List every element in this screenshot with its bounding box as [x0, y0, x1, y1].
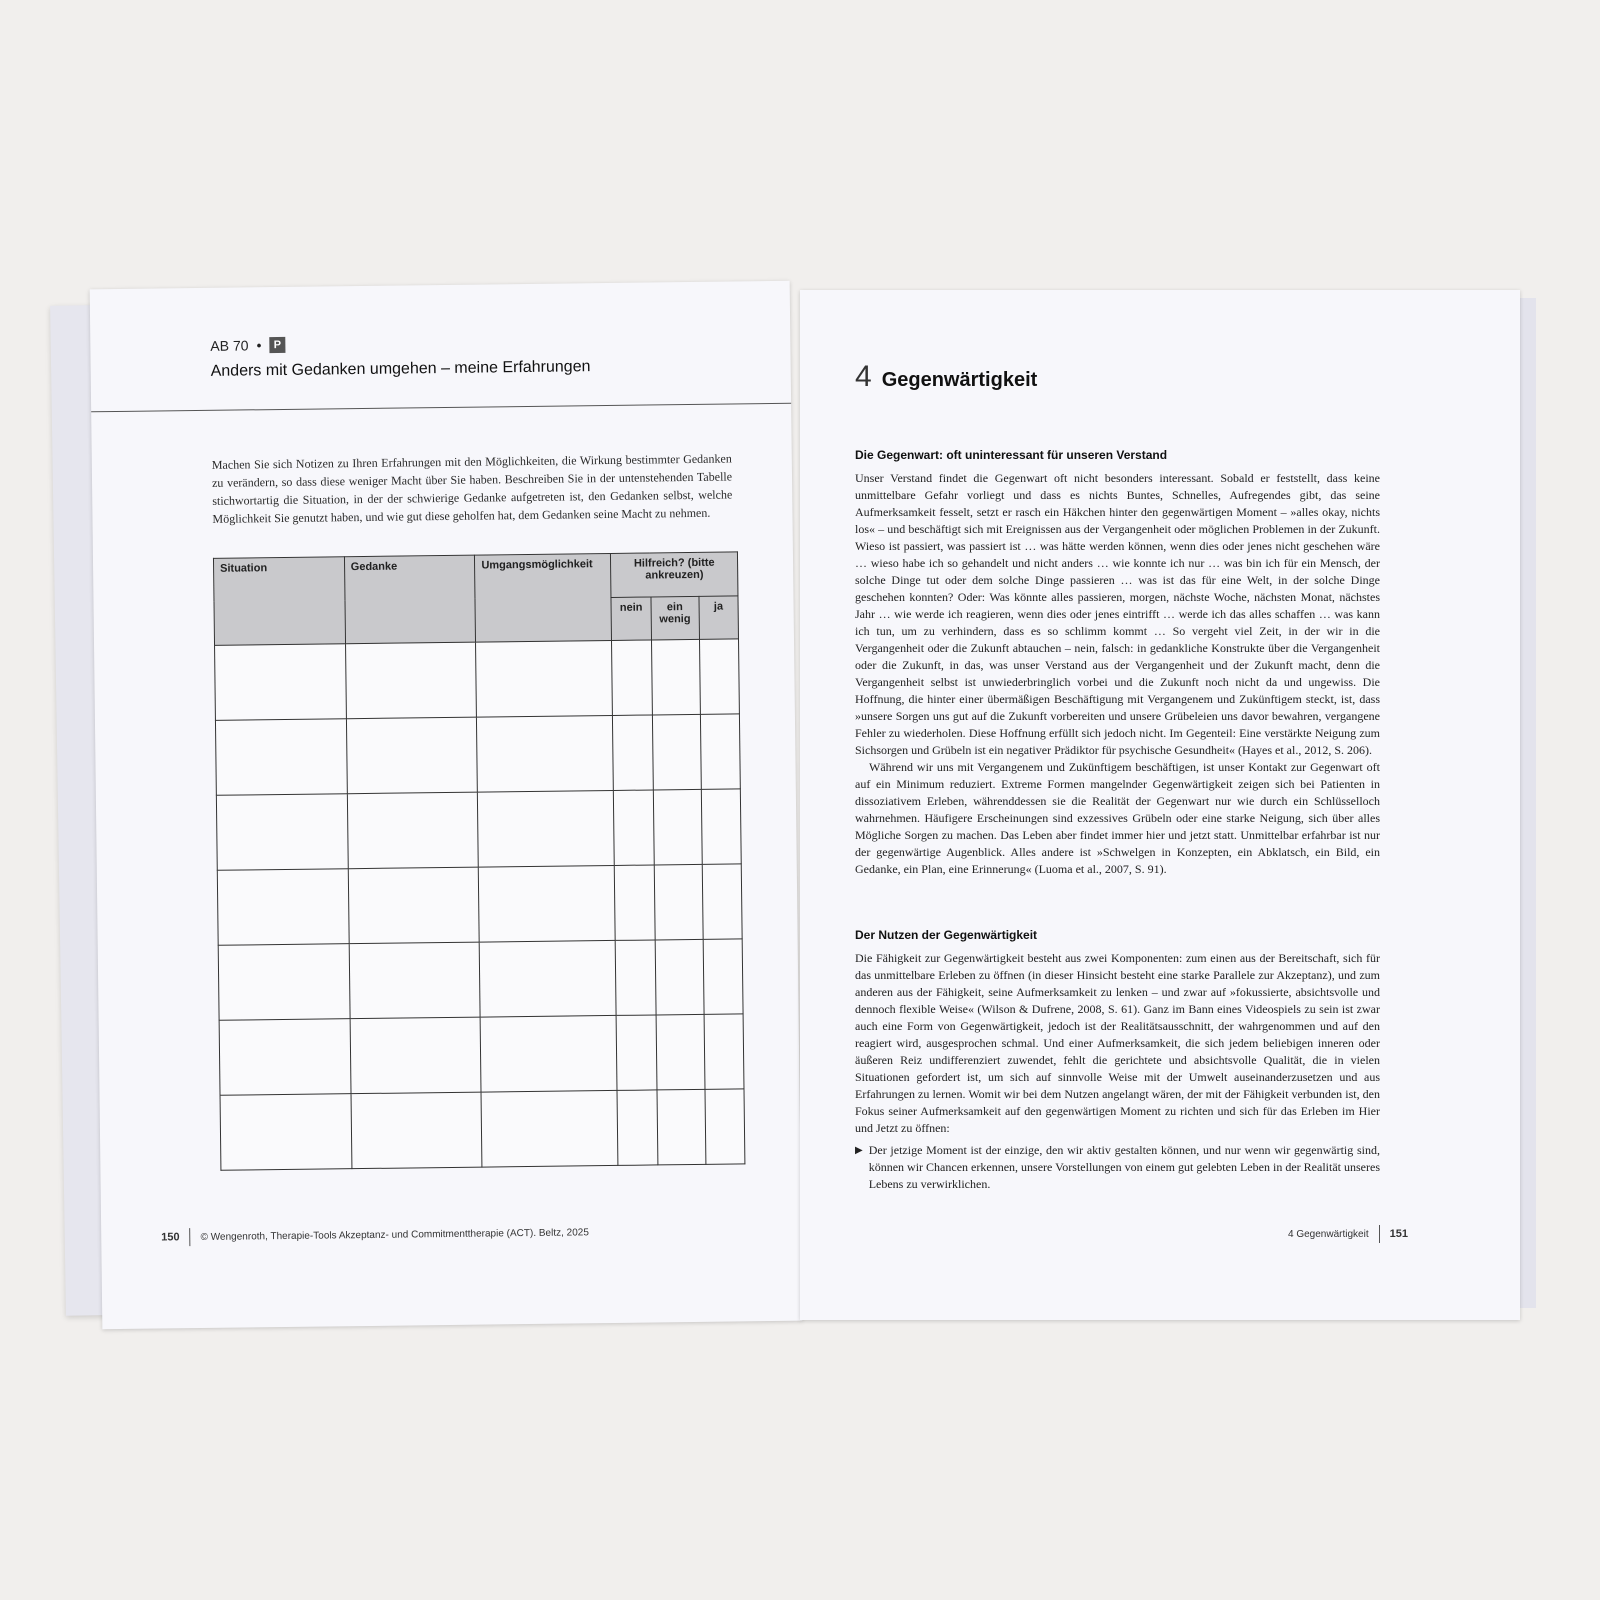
table-row: [218, 939, 743, 1020]
worksheet-instructions: Machen Sie sich Notizen zu Ihren Erfahrungen mit den Möglichkeiten, die Wirkung bestimmter Gedanken zu verändern, so dass diese weniger Macht über Sie haben. Beschreiben Sie in der untenstehenden Tabelle stichwortartig die Situation, in der der schwierige Gedanke aufgetreten ist, den Gedanken selbst, welche Möglichkeit Sie genutzt haben, und wie gut diese geholfen hat, dem Gedanken seine Macht zu nehmen.: [211, 451, 733, 526]
ein-wenig-checkbox-cell[interactable]: [655, 939, 704, 1015]
gedanke-cell[interactable]: [349, 942, 481, 1019]
ein-wenig-checkbox-cell[interactable]: [657, 1089, 706, 1165]
nein-checkbox-cell[interactable]: [614, 790, 654, 865]
table-row: [216, 789, 741, 870]
situation-cell[interactable]: [220, 1094, 352, 1171]
left-page: [90, 281, 803, 1329]
table-row: [217, 864, 742, 945]
col-hilfreich: Hilfreich? (bitte ankreuzen): [611, 552, 738, 597]
ja-checkbox-cell[interactable]: [701, 789, 741, 864]
ja-checkbox-cell[interactable]: [705, 1089, 745, 1164]
ein-wenig-checkbox-cell[interactable]: [651, 639, 700, 715]
ja-checkbox-cell[interactable]: [700, 714, 740, 789]
paragraph: Während wir uns mit Vergangenem und Zukünftigem beschäftigen, ist unser Kontakt zur Gegenwart oft auf ein Minimum reduziert. Extreme Formen mangelnder Gegenwärtigkeit zeigen sich bei Patienten in dissoziativem Erleben, währenddessen sie die Realität der Gegenwart nur wie durch ein Schlüsselloch wahrnehmen. Häufigere Erscheinungen sind exzessives Grübeln oder eine starke Neigung, sich über alles Mögliche Sorgen zu machen. Das Leben aber findet immer hier und jetzt statt. Unmittelbar erfahrbar ist nur der gegenwärtige Augenblick. Alles andere ist »Schwelgen in Konzepten, ein Abklatsch, ein Bild, ein Gedanke, ein Plan, eine Erinnerung« (Luoma et al., 2007, S. 91).: [855, 760, 1380, 876]
page-number-right: 151: [1389, 1228, 1408, 1240]
table-row: [215, 639, 740, 720]
gedanke-cell[interactable]: [348, 867, 480, 944]
section-heading: Der Nutzen der Gegenwärtigkeit: [855, 928, 1038, 942]
running-chapter: 4 Gegenwärtigkeit: [1288, 1228, 1369, 1240]
gedanke-cell[interactable]: [347, 792, 479, 869]
gedanke-cell[interactable]: [345, 642, 477, 719]
section-body: [855, 950, 1380, 1137]
col-gedanke: Gedanke: [344, 555, 476, 644]
umgang-cell[interactable]: [476, 640, 613, 717]
nein-checkbox-cell[interactable]: [617, 1090, 657, 1165]
situation-cell[interactable]: [218, 944, 350, 1021]
ja-checkbox-cell[interactable]: [704, 1014, 744, 1089]
umgang-cell[interactable]: [478, 790, 615, 867]
left-footer: [161, 1223, 589, 1246]
nein-checkbox-cell[interactable]: [613, 715, 653, 790]
experience-table: [213, 551, 745, 1170]
copyright-line: © Wengenroth, Therapie-Tools Akzeptanz- und Commitmenttherapie (ACT). Beltz, 2025: [200, 1226, 589, 1243]
table-row: [220, 1089, 745, 1170]
section-body: [855, 470, 1380, 878]
chapter-number: 4: [855, 360, 872, 393]
umgang-cell[interactable]: [480, 1015, 617, 1092]
situation-cell[interactable]: [216, 794, 348, 871]
situation-cell[interactable]: [219, 1019, 351, 1096]
chapter-heading: [855, 360, 1037, 394]
sub-nein: nein: [611, 596, 651, 640]
paragraph: Die Fähigkeit zur Gegenwärtigkeit besteht aus zwei Komponenten: zum einen aus der Bereitschaft, sich für das unmittelbare Erleben zu öffnen (in dieser Hinsicht besteht eine starke Parallele zur Akzeptanz), und zum anderen aus der Fähigkeit, seine Aufmerksamkeit zu lenken – und zwar auf »fokussierte, absichtsvolle und dennoch flexible Weise« (Wilson & Dufrene, 2008, S. 61). Ganz im Bann eines Videospiels zu sein ist zwar auch eine Form von Gegenwärtigkeit, jedoch ist der Realitätsausschnitt, der wahrgenommen und auf den reagiert wird, ausgesprochen schmal. Und einer Aufmerksamkeit, die sich jedem beliebigen inneren oder äußeren Reiz undifferenziert zuwendet, fehlt die gerichtete und absichtsvolle Qualität, die in vielen Situationen gefordert ist, um sich auf sinnvolle Weise mit der Umwelt auseinanderzusetzen und aus Erfahrungen zu lernen. Womit wir bei dem Nutzen angelangt wären, der mit der Fähigkeit verbunden ist, den Fokus seiner Aufmerksamkeit auf den gegenwärtigen Moment zu richten und sich für das Erleben im Hier und Jetzt zu öffnen:: [855, 951, 1380, 1135]
gedanke-cell[interactable]: [351, 1092, 483, 1169]
worksheet-title: Anders mit Gedanken umgehen – meine Erfahrungen: [210, 358, 591, 380]
situation-cell[interactable]: [217, 869, 349, 946]
right-page: [800, 290, 1520, 1320]
bullet-text: Der jetzige Moment ist der einzige, den wir aktiv gestalten können, und nur wenn wir gegenwärtig sind, können wir Chancen erkennen, unsere Vorstellungen von einem gut gelebten Leben in der Realität unseres Lebens zu verwirklichen.: [868, 1143, 1380, 1191]
paragraph: Unser Verstand findet die Gegenwart oft nicht besonders interessant. Sobald er feststellt, dass keine unmittelbare Gefahr vorliegt und dass es nichts Buntes, Schnelles, Aufregendes gibt, das seine Aufmerksamkeit fesselt, setzt er rasch ein Häkchen hinter den gegenwärtigen Moment – »alles okay, nichts los« – und beschäftigt sich mit Ereignissen aus der Vergangenheit oder möglichen Problemen in der Zukunft. Wieso ist passiert, was passiert ist … was hätte werden können, wenn dies oder jenes nicht geschehen wäre … wieso habe ich so gehandelt und nicht anders … wie konnte ich nur … was bin ich für ein Mensch, der solche Dinge tut oder dem solche Dinge passieren … was ist das für eine Welt, in der solche Dinge geschehen konnten? Oder: Was könnte alles passieren, morgen, nächste Woche, nächsten Monat, nächstes Jahr … wie werde ich reagieren, wenn dies oder jenes eintrifft … werde ich das alles schaffen … was kann ich tun, um zu verhindern, dass es so schlimm kommt … So vergeht viel Zeit, in der wir in die Vergangenheit oder die Zukunft abtauchen – nein, falsch: in gedankliche Konstrukte über die Vergangenheit oder die Zukunft, in das, was unser Verstand aus der Vergangenheit und der Zukunft macht, denn die Vergangenheit selbst ist unwiederbringlich vorbei und die Zukunft noch nicht da und ungewiss. Die Hoffnung, die hinter einer übermäßigen Beschäftigung mit Vergangenem und Zukünftigem steckt, ist, dass »unsere Sorgen uns gut auf die Zukunft vorbereiten und unsere Grübeleien uns davor bewahren, vergangene Fehler zu wiederholen. Diese Hoffnung erfüllt sich jedoch nicht. Im Gegenteil: Eine verstärkte Neigung zum Sichsorgen und Grübeln ist ein negativer Prädiktor für psychische Gesundheit« (Hayes et al., 2012, S. 206).: [855, 471, 1380, 757]
nein-checkbox-cell[interactable]: [616, 940, 656, 1015]
gedanke-cell[interactable]: [350, 1017, 482, 1094]
ja-checkbox-cell[interactable]: [699, 639, 739, 714]
ein-wenig-checkbox-cell[interactable]: [653, 789, 702, 865]
umgang-cell[interactable]: [477, 715, 614, 792]
table-row: [215, 714, 740, 795]
situation-cell[interactable]: [215, 644, 347, 721]
separator-dot: •: [256, 337, 262, 354]
nein-checkbox-cell[interactable]: [617, 1015, 657, 1090]
sub-ein-wenig: ein wenig: [651, 596, 700, 640]
ja-checkbox-cell[interactable]: [702, 864, 742, 939]
ja-checkbox-cell[interactable]: [703, 939, 743, 1014]
gedanke-cell[interactable]: [346, 717, 478, 794]
table-row: [219, 1014, 744, 1095]
umgang-cell[interactable]: [481, 1090, 618, 1167]
chapter-title: Gegenwärtigkeit: [881, 369, 1038, 391]
nein-checkbox-cell[interactable]: [612, 640, 652, 715]
sub-ja: ja: [699, 595, 739, 639]
col-situation: Situation: [213, 557, 345, 646]
header-rule: [91, 403, 791, 413]
umgang-cell[interactable]: [480, 940, 617, 1017]
ein-wenig-checkbox-cell[interactable]: [654, 864, 703, 940]
worksheet-header: [210, 337, 285, 354]
ein-wenig-checkbox-cell[interactable]: [656, 1014, 705, 1090]
page-number-left: 150: [161, 1231, 180, 1244]
patient-badge: P: [269, 337, 285, 353]
nein-checkbox-cell[interactable]: [615, 865, 655, 940]
section-heading: Die Gegenwart: oft uninteressant für unseren Verstand: [855, 448, 1168, 462]
umgang-cell[interactable]: [479, 865, 616, 942]
bullet-item: [855, 1142, 1380, 1193]
col-umgang: Umgangsmöglichkeit: [475, 553, 612, 642]
bullet-arrow-icon: ▶: [855, 1145, 863, 1156]
situation-cell[interactable]: [215, 719, 347, 796]
footer-divider: [1379, 1225, 1380, 1243]
right-footer: [1288, 1225, 1408, 1243]
ein-wenig-checkbox-cell[interactable]: [652, 714, 701, 790]
footer-divider: [190, 1228, 191, 1246]
worksheet-label: AB 70: [210, 337, 249, 354]
